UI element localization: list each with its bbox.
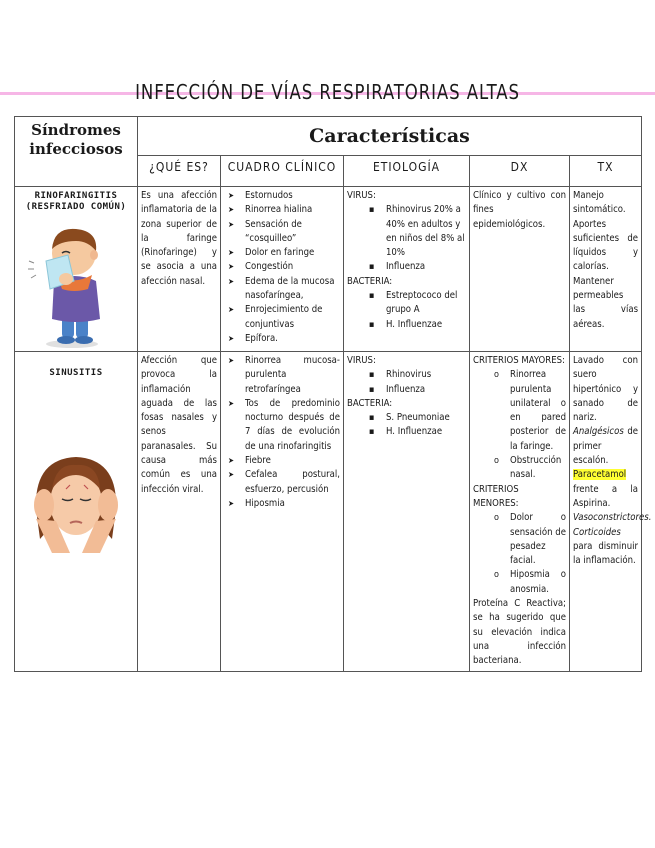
tx-cell: Manejo sintomático. Aportes suficientes de líquidos y calorías. Mantener permeables las vías aéreas. [570, 187, 642, 352]
table-row [15, 352, 642, 672]
que-es-cell: Afección que provoca la inflamación aguada de las fosas nasales y senos paranasales. Su causa más común es una infección viral. [138, 352, 221, 672]
list-item: ▪ S. Pneumoniae [347, 411, 466, 425]
list-item: ➤ Rinorrea mucosa-purulenta retrofaríngea [224, 354, 340, 397]
list-item: ➤ Edema de la mucosa nasofaríngea, [224, 275, 340, 304]
tx-paracetamol-highlight: Paracetamol [573, 469, 627, 481]
header-dx: DX [470, 156, 570, 187]
list-item: ➤ Cefalea postural, esfuerzo, percusión [224, 468, 340, 497]
header-etiologia: ETIOLOGÍA [344, 156, 470, 187]
sneezing-child-icon [28, 219, 124, 349]
list-item: ➤ Tos de predominio nocturno después de 7 días de evolución de una rinofaringitis [224, 397, 340, 454]
tx-analgesicos: Analgésicos [573, 426, 624, 438]
headache-woman-icon [26, 449, 126, 559]
header-characteristics: Características [138, 117, 642, 156]
list-item: o Hiposmia o anosmia. [473, 568, 566, 597]
tx-cell [570, 352, 652, 672]
list-item: o Dolor o sensación de pesadez facial. [473, 511, 566, 568]
header-cuadro-clinico: CUADRO CLÍNICO [221, 156, 344, 187]
list-item: ▪ Rhinovirus 20% a 40% en adultos y en niños del 8% al 10% [347, 203, 466, 260]
etiologia-cell [344, 352, 470, 672]
syndrome-cell [15, 187, 138, 352]
list-item: ▪ H. Influenzae [347, 318, 466, 332]
list-item: ➤ Epífora. [224, 332, 340, 346]
header-que-es: ¿QUÉ ES? [138, 156, 221, 187]
bacteria-label: BACTERIA: [347, 275, 393, 287]
tx-text: de primer escalón. [573, 426, 639, 467]
cuadro-clinico-cell [221, 187, 344, 352]
syndrome-cell [15, 352, 138, 672]
list-item: ▪ Estreptococo del grupo A [347, 289, 466, 318]
list-item: ➤ Hiposmia [224, 497, 340, 511]
list-item: ▪ Rhinovirus [347, 368, 466, 382]
pcr-text: Proteína C Reactiva; se ha sugerido que su elevación indica una infección bacteriana. [473, 598, 566, 667]
cuadro-clinico-cell [221, 352, 344, 672]
syndromes-table [14, 116, 652, 672]
etiologia-cell [344, 187, 470, 352]
tx-text: Lavado con suero hipertónico y sanado de nariz. [573, 355, 639, 424]
criterios-menores-label: CRITERIOS MENORES: [473, 483, 519, 509]
list-item: ➤ Congestión [224, 260, 340, 274]
dx-cell: Clínico y cultivo con fines epidemiológicos. [470, 187, 570, 352]
list-item: o Rinorrea purulenta unilateral o en pared posterior de la faringe. [473, 368, 566, 454]
tx-text: para disminuir la inflamación. [573, 540, 639, 567]
list-item: o Obstrucción nasal. [473, 454, 566, 483]
criterios-mayores-label: CRITERIOS MAYORES: [473, 355, 565, 366]
tx-text: frente a la Aspirina. [573, 483, 639, 509]
table-row [15, 187, 642, 352]
virus-label: VIRUS: [347, 355, 376, 366]
virus-label: VIRUS: [347, 190, 376, 201]
list-item: ➤ Fiebre [224, 454, 340, 468]
list-item: ➤ Sensación de “cosquilleo” [224, 218, 340, 247]
header-tx: TX [570, 156, 642, 187]
list-item: ➤ Dolor en faringe [224, 246, 340, 260]
tx-vasoconstrictores: Vasoconstrictores. [573, 512, 652, 524]
list-item: ➤ Enrojecimiento de conjuntivas [224, 303, 340, 332]
tx-corticoides: Corticoides [573, 526, 621, 538]
list-item: ➤ Rinorrea hialina [224, 203, 340, 217]
list-item: ▪ H. Influenzae [347, 425, 466, 439]
que-es-cell: Es una afección inflamatoria de la zona superior de la faringe (Rinofaringe) y se asocia a una afección nasal. [138, 187, 221, 352]
dx-cell [470, 352, 570, 672]
syndrome-name: SINUSITIS [49, 368, 103, 378]
page-title: INFECCIÓN DE VÍAS RESPIRATORIAS ALTAS [135, 80, 520, 104]
syndrome-name: RINOFARINGITIS (RESFRIADO COMÚN) [25, 191, 127, 212]
header-syndromes: Síndromes infecciosos [15, 117, 138, 187]
list-item: ▪ Influenza [347, 260, 466, 274]
list-item: ➤ Estornudos [224, 189, 340, 203]
list-item: ▪ Influenza [347, 383, 466, 397]
bacteria-label: BACTERIA: [347, 397, 393, 409]
